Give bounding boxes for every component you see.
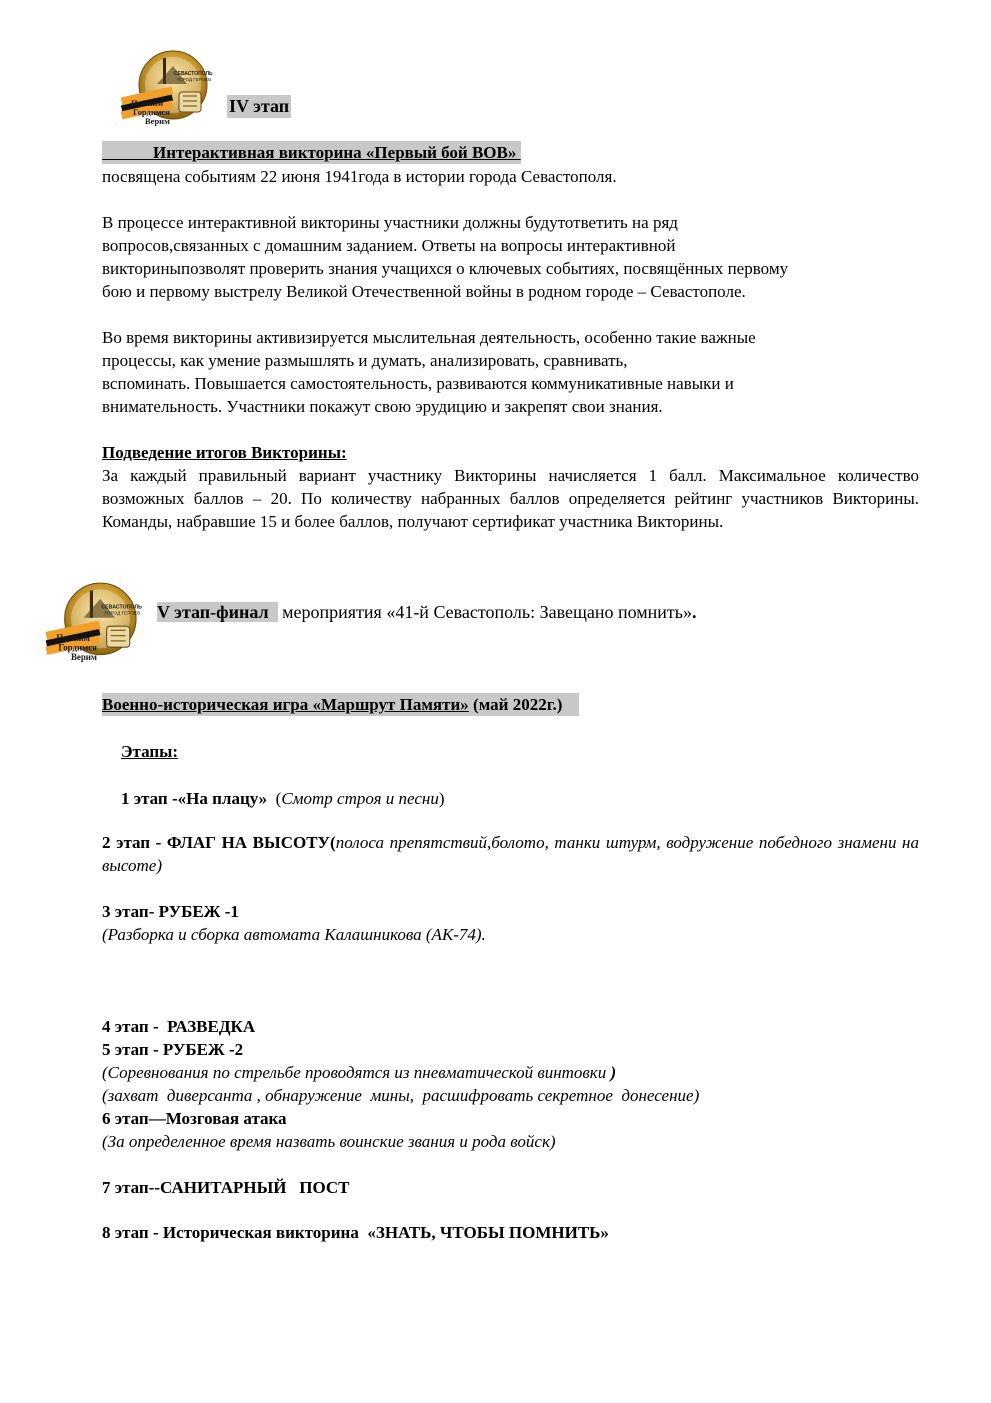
svg-text:Гордимся: Гордимся [133,107,170,117]
game-title [102,693,579,716]
quiz-title-text: Интерактивная викторина «Первый бой ВОВ» [153,143,521,162]
stage4-heading: IV этап [229,96,290,116]
stage5-dot: . [692,602,697,622]
stage5-event-name: мероприятия «41-й Севастополь: Завещано помнить» [277,602,693,622]
svg-text:Верим: Верим [145,116,170,126]
results-heading: Подведение итогов Викторины: [102,443,347,462]
svg-text:Гордимся: Гордимся [58,642,98,653]
stage-title: 1 этап -«На плацу» [121,789,268,808]
quiz-subtitle: посвящена событиям 22 июня 1941года в истории города Севастополя. [102,167,617,186]
stage-desc-end: ) [610,1063,617,1082]
stage-title: 2 этап - ФЛАГ НА ВЫСОТУ( [102,833,336,852]
text-line: Во время викторины активизируется мыслительная деятельность, особенно такие важные [102,328,756,347]
stage-title: 4 этап - РАЗВЕДКА [102,1017,256,1036]
text-line: вспоминать. Повышается самостоятельность, развиваются коммуникативные навыки и [102,374,734,393]
stage-item-5 [102,1038,616,1084]
svg-text:ГОРОД ГЕРОЕВ: ГОРОД ГЕРОЕВ [177,77,212,82]
stage-sep: ( [267,789,282,808]
stage-desc: (Разборка и сборка автомата Калашникова (АК-74). [102,925,486,944]
svg-text:Верим: Верим [70,651,97,662]
stage-desc: полоса препятствий,болото, танки штурм, водружение победного знамени на высоте) [102,833,919,875]
stage5-heading [157,601,697,624]
stage-desc: (захват диверсанта , обнаружение мины, расшифровать секретное донесение) [102,1086,700,1105]
memorial-logo-icon [117,48,215,128]
text-line: В процессе интерактивной викторины участники должны будутответить на ряд [102,213,678,232]
quiz-description [102,211,932,303]
text-line: бою и первому выстрелу Великой Отечественной войны в родном городе – Севастополе. [102,282,746,301]
stage-desc: (Соревнования по стрельбе проводятся из пневматической винтовки [102,1063,611,1082]
text-line: вопросов,связанных с домашним заданием. Ответы на вопросы интерактивной [102,236,676,255]
svg-text:Помним: Помним [56,632,90,643]
stage-item-6 [102,1107,556,1153]
stage-desc: (За определенное время назвать воинские звания и рода войск) [102,1132,556,1151]
stage-title: 5 этап - РУБЕЖ -2 [102,1040,244,1059]
stage5-title: V этап-финал [157,602,278,622]
svg-text:ГОРОД ГЕРОЕВ: ГОРОД ГЕРОЕВ [104,611,141,617]
text-line: внимательность. Участники покажут свою эрудицию и закрепят свои знания. [102,397,663,416]
memorial-logo-icon [41,580,145,664]
stage-desc: Смотр строя и песни [281,789,439,808]
stage-end: ) [438,789,445,808]
quiz-benefits [102,326,932,418]
stage-title: 6 этап—Мозговая атака [102,1109,287,1128]
text-line: викториныпозволят проверить знания учащихся о ключевых событиях, посвящённых первому [102,259,789,278]
stage-item-1 [121,787,445,810]
quiz-title-pad [102,143,153,162]
stage-item-3 [102,900,486,946]
quiz-title [102,141,521,164]
game-title-text: Военно-историческая игра «Маршрут Памяти» [102,695,469,714]
svg-text:СЕВАСТОПОЛЬ: СЕВАСТОПОЛЬ [101,604,142,611]
stage-item-7: 7 этап--САНИТАРНЫЙ ПОСТ [102,1178,350,1197]
game-date: (май 2022г.) [468,695,580,714]
svg-text:СЕВАСТОПОЛЬ: СЕВАСТОПОЛЬ [174,71,213,77]
text-line: процессы, как умение размышлять и думать, анализировать, сравнивать, [102,351,628,370]
stage-title: 3 этап- РУБЕЖ -1 [102,902,239,921]
stage-item-8: 8 этап - Историческая викторина «ЗНАТЬ, ЧТОБЫ ПОМНИТЬ» [102,1223,609,1242]
svg-text:Помним: Помним [131,98,164,108]
stages-label: Этапы: [121,742,179,761]
stage-item-2 [102,831,919,877]
results-text: За каждый правильный вариант участнику Викторины начисляется 1 балл. Максимальное количество возможных баллов – 20. По количеству набранных баллов определяется рейтинг участников Викторины. Команды, набравшие 15 и более баллов, получают сертификат участника Викторины. [102,466,919,531]
